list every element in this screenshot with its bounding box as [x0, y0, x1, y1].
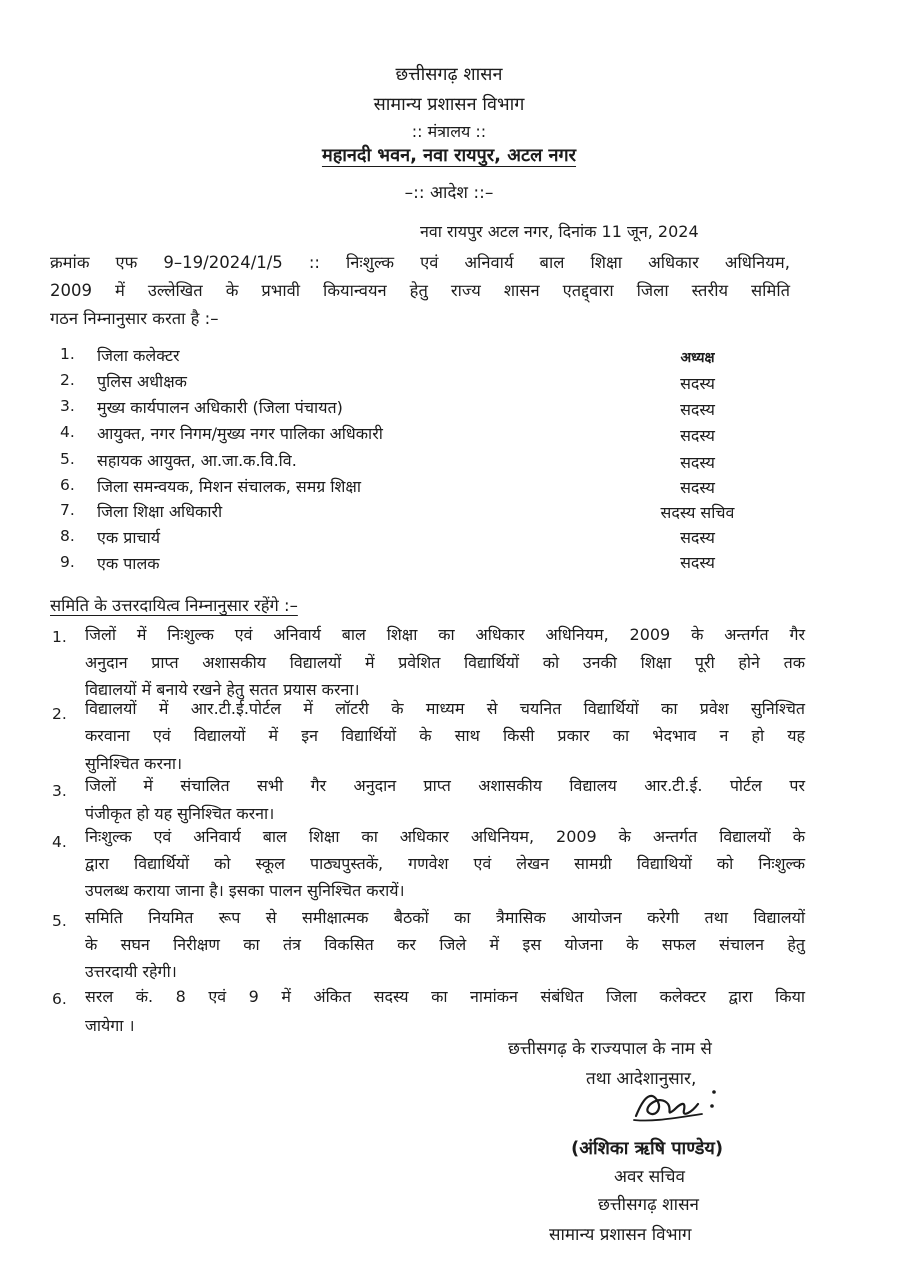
- member-role: सदस्य: [680, 374, 715, 393]
- member-number: 4.: [60, 423, 75, 441]
- member-role: सदस्य: [680, 400, 715, 419]
- responsibilities-heading: समिति के उत्तरदायित्व निम्नानुसार रहेंगे :–: [50, 596, 298, 615]
- member-name: जिला समन्वयक, मिशन संचालक, समग्र शिक्षा: [97, 477, 362, 496]
- member-name: पुलिस अधीक्षक: [97, 372, 187, 391]
- responsibility-number: 6.: [52, 990, 67, 1008]
- intro-line-3: गठन निम्नानुसार करता है :–: [50, 309, 219, 328]
- member-name: मुख्य कार्यपालन अधिकारी (जिला पंचायत): [97, 398, 343, 417]
- member-role: सदस्य: [680, 453, 715, 472]
- responsibility-line: जिलों में संचालित सभी गैर अनुदान प्राप्त अशासकीय विद्यालय आर.टी.ई. पोर्टल पर: [85, 776, 805, 795]
- responsibility-line: सुनिश्चित करना।: [85, 754, 183, 773]
- signatory-govt: छत्तीसगढ़ शासन: [598, 1195, 699, 1215]
- address-text: महानदी भवन, नवा रायपुर, अटल नगर: [321, 145, 577, 166]
- member-name: आयुक्त, नगर निगम/मुख्य नगर पालिका अधिकारी: [97, 424, 383, 443]
- order-heading: –:: आदेश ::–: [404, 183, 494, 203]
- signatory-name: (अंशिका ऋषि पाण्डेय): [571, 1138, 724, 1159]
- signatory-designation: अवर सचिव: [614, 1167, 685, 1187]
- member-name: एक पालक: [97, 554, 160, 573]
- member-role: सदस्य सचिव: [660, 503, 735, 522]
- member-number: 7.: [60, 501, 75, 519]
- ministry-heading: :: मंत्रालय ::: [411, 122, 487, 141]
- handwritten-signature: [630, 1082, 720, 1132]
- member-name: सहायक आयुक्त, आ.जा.क.वि.वि.: [97, 451, 297, 470]
- member-role: अध्यक्ष: [680, 350, 715, 366]
- member-name: जिला कलेक्टर: [97, 346, 180, 365]
- signatory-department: सामान्य प्रशासन विभाग: [549, 1225, 692, 1245]
- responsibility-number: 3.: [52, 782, 67, 800]
- responsibility-line: के सघन निरीक्षण का तंत्र विकसित कर जिले में इस योजना के सफल संचालन हेतु: [85, 935, 805, 954]
- responsibility-line: उपलब्ध कराया जाना है। इसका पालन सुनिश्चित करायें।: [85, 881, 405, 900]
- date-line: नवा रायपुर अटल नगर, दिनांक 11 जून, 2024: [420, 222, 699, 241]
- govt-heading: छत्तीसगढ़ शासन: [395, 64, 503, 85]
- responsibility-line: समिति नियमित रूप से समीक्षात्मक बैठकों का त्रैमासिक आयोजन करेगी तथा विद्यालयों: [85, 908, 805, 927]
- responsibility-number: 1.: [52, 628, 67, 646]
- responsibility-line: जिलों में निःशुल्क एवं अनिवार्य बाल शिक्षा का अधिकार अधिनियम, 2009 के अन्तर्गत गैर: [85, 625, 805, 644]
- responsibility-number: 5.: [52, 912, 67, 930]
- member-number: 6.: [60, 476, 75, 494]
- member-number: 3.: [60, 397, 75, 415]
- member-number: 2.: [60, 371, 75, 389]
- signoff-order-line: तथा आदेशानुसार,: [586, 1069, 697, 1089]
- member-role: सदस्य: [680, 553, 715, 572]
- responsibility-number: 4.: [52, 833, 67, 851]
- member-number: 8.: [60, 527, 75, 545]
- member-role: सदस्य: [680, 528, 715, 547]
- responsibility-line: करवाना एवं विद्यालयों में इन विद्यार्थियों के साथ किसी प्रकार का भेदभाव न हो यह: [85, 726, 805, 745]
- responsibility-line: पंजीकृत हो यह सुनिश्चित करना।: [85, 804, 275, 823]
- member-number: 5.: [60, 450, 75, 468]
- intro-line-1: क्रमांक एफ 9–19/2024/1/5 :: निःशुल्क एवं अनिवार्य बाल शिक्षा अधिकार अधिनियम,: [50, 253, 790, 272]
- responsibility-line: द्वारा विद्यार्थियों को स्कूल पाठ्यपुस्तकें, गणवेश एवं लेखन सामग्री विद्याथियों को निःशुल्क: [85, 854, 805, 873]
- member-name: जिला शिक्षा अधिकारी: [97, 502, 223, 521]
- member-number: 9.: [60, 553, 75, 571]
- member-role: सदस्य: [680, 426, 715, 445]
- responsibility-line: उत्तरदायी रहेगी।: [85, 962, 177, 981]
- intro-line-2: 2009 में उल्लेखित के प्रभावी कियान्वयन हेतु राज्य शासन एतद्द्वारा जिला स्तरीय समिति: [50, 281, 790, 300]
- responsibility-line: अनुदान प्राप्त अशासकीय विद्यालयों में प्रवेशित विद्यार्थियों को उनकी शिक्षा पूरी होने तक: [85, 653, 805, 672]
- responsibility-line: विद्यालयों में बनाये रखने हेतु सतत प्रयास करना।: [85, 680, 360, 699]
- signoff-governor-line: छत्तीसगढ़ के राज्यपाल के नाम से: [508, 1039, 712, 1059]
- responsibility-line: विद्यालयों में आर.टी.ई.पोर्टल में लॉटरी के माध्यम से चयनित विद्यार्थियों का प्रवेश सुनिश्चित: [85, 699, 805, 718]
- responsibility-line: जायेगा ।: [85, 1016, 135, 1035]
- member-number: 1.: [60, 345, 75, 363]
- responsibility-line: निःशुल्क एवं अनिवार्य बाल शिक्षा का अधिकार अधिनियम, 2009 के अन्तर्गत विद्यालयों के: [85, 827, 805, 846]
- department-heading: सामान्य प्रशासन विभाग: [373, 94, 525, 115]
- member-name: एक प्राचार्य: [97, 528, 161, 547]
- address-heading: [0, 143, 898, 167]
- responsibility-line: सरल कं. 8 एवं 9 में अंकित सदस्य का नामांकन संबंधित जिला कलेक्टर द्वारा किया: [85, 987, 805, 1006]
- member-role: सदस्य: [680, 478, 715, 497]
- responsibility-number: 2.: [52, 705, 67, 723]
